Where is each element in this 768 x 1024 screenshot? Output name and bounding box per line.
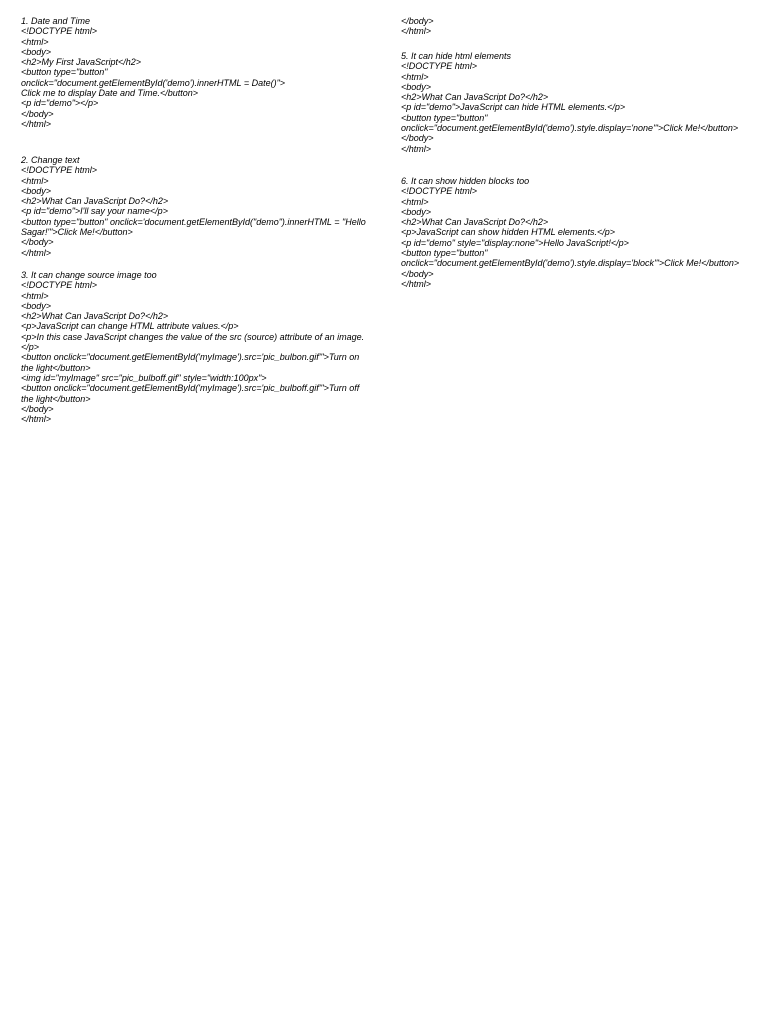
section-date-and-time: 1. Date and Time <!DOCTYPE html> <html> <body> <h2>My First JavaScript</h2> <button type="button" onclick="document.getElementById('demo').innerHTML = Date()"> Click me to display Date and Time.</button> <p id="demo"></p> </body> </html> [21,16,286,129]
section-change-text: 2. Change text <!DOCTYPE html> <html> <body> <h2>What Can JavaScript Do?</h2> <p id="demo">I'll say your name</p> <button type="button" onclick='document.getElementById("demo").innerHTML = "Hello Sagar!"'>Click Me!</button> </body> </html> [21,155,366,258]
section-closing-tags: </body> </html> [401,16,434,37]
section-change-source-image: 3. It can change source image too <!DOCTYPE html> <html> <body> <h2>What Can JavaScript Do?</h2> <p>JavaScript can change HTML attribute values.</p> <p>In this case JavaScript changes the value of the src (source) attribute of an image.</p> <button onclick="document.getElementById('myImage').src='pic_bulbon.gif'">Turn on the light</button> <img id="myImage" src="pic_bulboff.gif" style="width:100px"> <button onclick="document.getElementById('myImage').src='pic_bulboff.gif'">Turn off the light</button> </body> </html> [21,270,365,425]
section-hide-html-elements: 5. It can hide html elements <!DOCTYPE html> <html> <body> <h2>What Can JavaScript Do?</h2> <p id="demo">JavaScript can hide HTML elements.</p> <button type="button" onclick="document.getElementById('demo').style.display='none'">Click Me!</button></body> </html> [401,51,739,154]
section-show-hidden-blocks: 6. It can show hidden blocks too <!DOCTYPE html> <html> <body> <h2>What Can JavaScript Do?</h2> <p>JavaScript can show hidden HTML elements.</p> <p id="demo" style="display:none">Hello JavaScript!</p> <button type="button" onclick="document.getElementById('demo').style.display='block'">Click Me!</button> </body> </html> [401,176,740,289]
